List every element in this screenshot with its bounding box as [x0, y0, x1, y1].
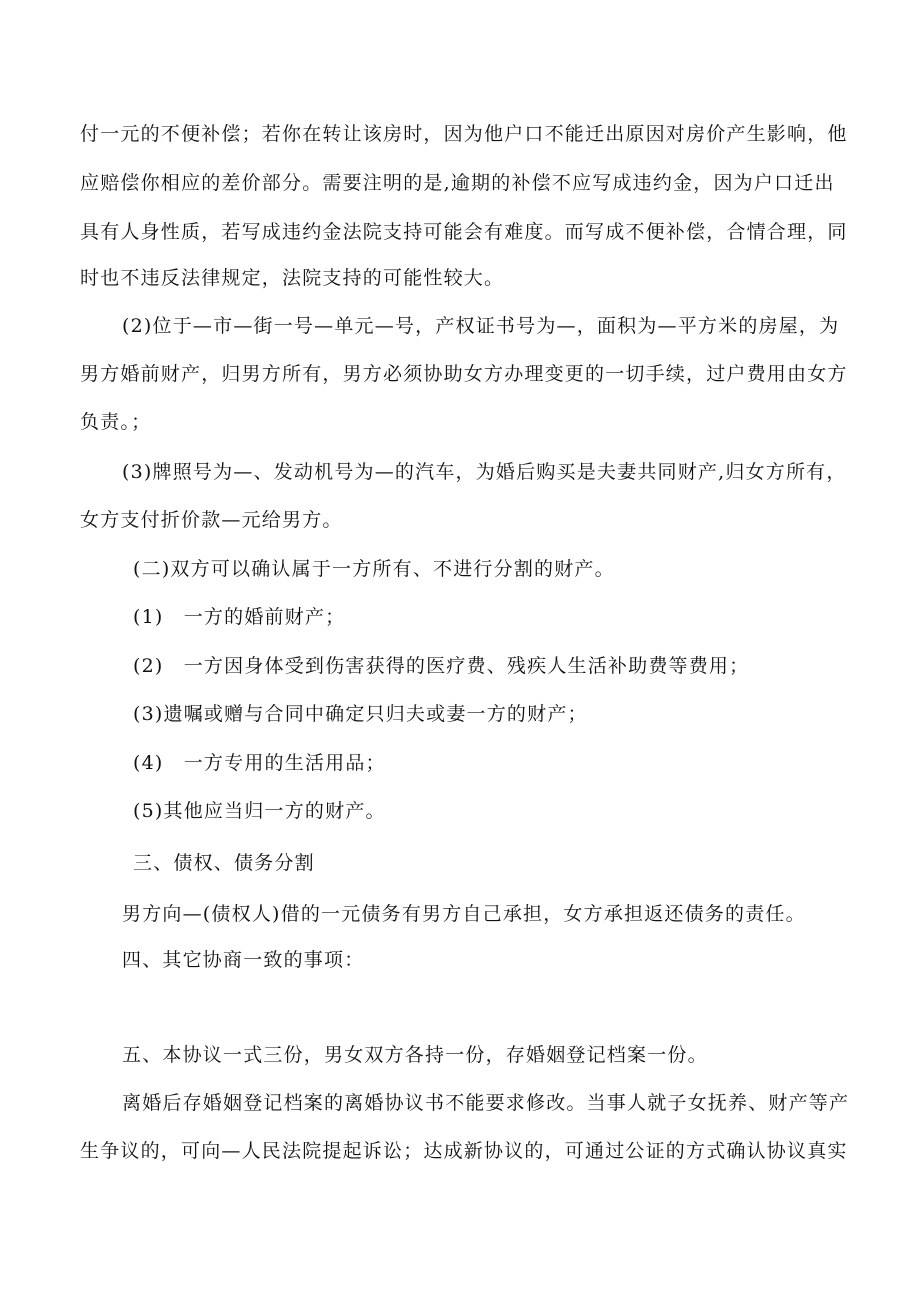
- list-item-3: (3)牌照号为—、发动机号为—的汽车，为婚后购买是夫妻共同财产,归女方所有，: [122, 461, 847, 483]
- paragraph-line: 男方向—(债权人)借的一元债务有男方自己承担，女方承担返还债务的责任。: [122, 903, 806, 925]
- section-heading-4: 四、其它协商一致的事项：: [122, 949, 365, 971]
- paragraph-line: 男方婚前财产，归男方所有，男方必须协助女方办理变更的一切手续，过户费用由女方: [80, 363, 848, 385]
- paragraph-line: 具有人身性质，若写成违约金法院支持可能会有难度。而写成不便补偿，合情合理，同: [80, 221, 848, 243]
- list-item: (2) 一方因身体受到伤害获得的医疗费、残疾人生活补助费等费用；: [133, 655, 750, 677]
- list-item: (1) 一方的婚前财产；: [133, 606, 346, 628]
- list-item: (5)其他应当归一方的财产。: [133, 800, 386, 822]
- paragraph-line: 时也不违反法律规定，法院支持的可能性较大。: [80, 267, 505, 289]
- section-heading-2: (二)双方可以确认属于一方所有、不进行分割的财产。: [133, 558, 615, 580]
- list-item: (3)遗嘱或赠与合同中确定只归夫或妻一方的财产；: [133, 703, 588, 725]
- section-heading-3: 三、债权、债务分割: [133, 852, 315, 874]
- list-item-2: (2)位于—市—街一号—单元—号，产权证书号为—，面积为—平方米的房屋，为: [122, 315, 840, 337]
- paragraph-line: 付一元的不便补偿；若你在转让该房时，因为他户口不能迁出原因对房价产生影响，他: [80, 123, 848, 145]
- list-item: (4) 一方专用的生活用品；: [133, 752, 386, 774]
- paragraph-line: 应赔偿你相应的差价部分。需要注明的是,逾期的补偿不应写成违约金，因为户口迁出: [80, 172, 835, 194]
- section-heading-5: 五、本协议一式三份，男女双方各持一份，存婚姻登记档案一份。: [122, 1044, 708, 1066]
- paragraph-line: 生争议的，可向—人民法院提起诉讼；达成新协议的，可通过公证的方式确认协议真实: [80, 1140, 848, 1162]
- paragraph-line: 离婚后存婚姻登记档案的离婚协议书不能要求修改。当事人就子女抚养、财产等产: [122, 1092, 850, 1114]
- paragraph-line: 负责。；: [80, 411, 152, 433]
- paragraph-line: 女方支付折价款—元给男方。: [80, 509, 343, 531]
